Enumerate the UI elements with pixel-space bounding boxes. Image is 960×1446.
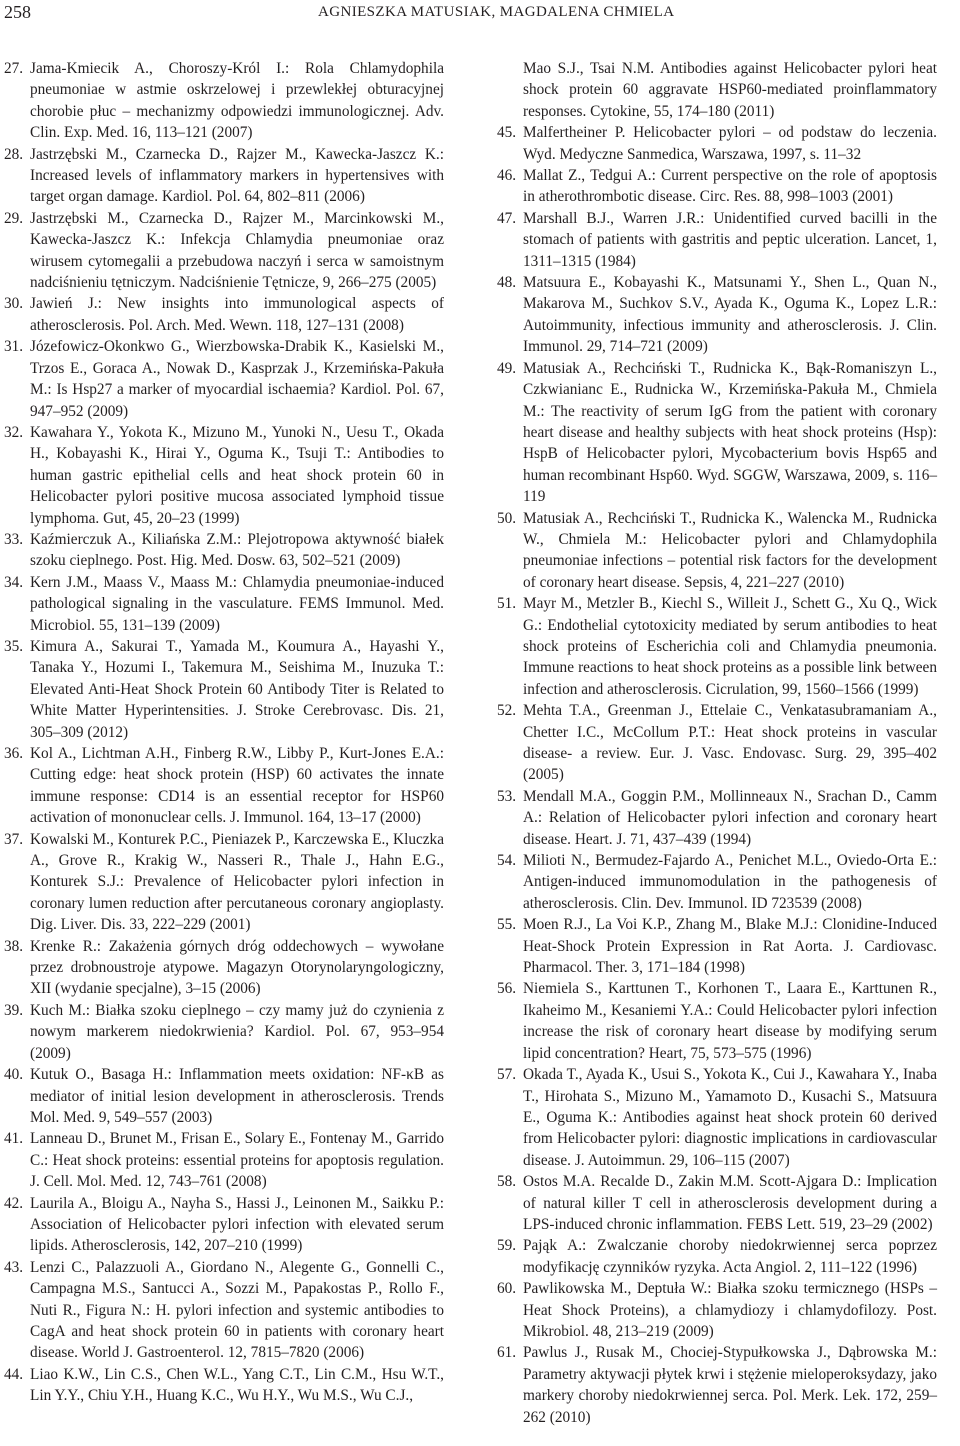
reference-text: Jastrzębski M., Czarnecka D., Rajzer M., Kawecka-Jaszcz K.: Increased levels of inflammatory markers in hypertensives with target organ damage. Kardiol. Pol. 64, 802–811 (2006): [30, 145, 444, 206]
reference-entry: [497, 593, 937, 700]
reference-text: Mallat Z., Tedgui A.: Current perspective on the role of apoptosis in atherothrombotic disease. Circ. Res. 88, 998–1003 (2001): [523, 167, 937, 206]
reference-number: 54.: [497, 852, 517, 870]
reference-entry: [497, 358, 937, 508]
reference-entry: [4, 743, 444, 829]
reference-number: 50.: [497, 509, 517, 527]
reference-entry: [497, 1171, 937, 1235]
reference-entry: [4, 936, 444, 1000]
reference-number: 35.: [4, 637, 24, 655]
reference-entry: [497, 1235, 937, 1278]
reference-entry: [497, 208, 937, 272]
reference-text: Pawlikowska M., Deptuła W.: Białka szoku termicznego (HSPs – Heat Shock Proteins), a chlamydiozy i chlamydofilozy. Post. Mikrobiol. 48, 213–219 (2009): [523, 1280, 937, 1340]
reference-text: Milioti N., Bermudez-Fajardo A., Penichet M.L., Oviedo-Orta E.: Antigen-induced immunomodulation in the pathogenesis of atherosclerosis. Clin. Dev. Immunol. ID 723539 (2008): [523, 852, 937, 912]
reference-number: 56.: [497, 980, 517, 998]
reference-number: 29.: [4, 209, 24, 227]
reference-entry: [4, 293, 444, 336]
reference-number: 43.: [4, 1258, 24, 1276]
reference-entry: [497, 122, 937, 165]
left-column: [4, 58, 444, 1407]
reference-number: 30.: [4, 295, 24, 313]
reference-number: 36.: [4, 745, 24, 762]
reference-number: 33.: [4, 530, 24, 548]
reference-number: 57.: [497, 1066, 517, 1084]
reference-text: Mehta T.A., Greenman J., Ettelaie C., Venkatasubramaniam A., Chetter I.C., McCollum P.T.: Heat shock proteins in vascular disease- a review. Eur. J. Vasc. Endovasc. Surg. 29, 395–402 (2005): [523, 702, 937, 784]
reference-text: Matusiak A., Rechciński T., Rudnicka K., Walencka M., Rudnicka W., Chmiela M.: Helicobacter pylori and Chlamydophila pneumoniae infections – potential risk factors for the development of coronary heart disease. Sepsis, 4, 221–227 (2010): [523, 509, 937, 591]
reference-text: Okada T., Ayada K., Usui S., Yokota K., Cui J., Kawahara Y., Inaba T., Hirohata S., Mizuno M., Yamamoto D., Kusachi S., Matsuura E., Oguma K.: Antibodies against heat shock protein 60 derived from Helicobacter pylori: diagnostic implications in cardiovascular disease. J. Autoimmun. 29, 106–115 (2007): [523, 1066, 937, 1169]
reference-entry: [497, 978, 937, 1064]
reference-number: 49.: [497, 359, 517, 377]
reference-text: Mendall M.A., Goggin P.M., Mollinneaux N., Srachan D., Camm A.: Relation of Helicobacter pylori infection and coronary heart disease. Heart. J. 71, 437–439 (1994): [523, 787, 937, 848]
reference-number: 34.: [4, 573, 24, 591]
reference-text: Józefowicz-Okonkwo G., Wierzbowska-Drabik K., Kasielski M., Trzos E., Goraca A., Nowak D., Kasprzak J., Krzemińska-Pakuła M.: Is Hsp27 a marker of myocardial ischaemia? Kardiol. Pol. 67, 947–952 (2009): [30, 338, 444, 420]
reference-text: Moen R.J., La Voi K.P., Zhang M., Blake M.J.: Clonidine-Induced Heat-Shock Protein Expression in Rat Aorta. J. Cardiovasc. Pharmacol. Ther. 3, 171–184 (1998): [523, 916, 937, 977]
reference-entry: [497, 1278, 937, 1342]
reference-entry: [4, 1064, 444, 1128]
reference-entry: [4, 1193, 444, 1257]
reference-entry: [497, 165, 937, 208]
reference-number: 40.: [4, 1066, 24, 1084]
reference-entry: [4, 58, 444, 144]
reference-text: Jastrzębski M., Czarnecka D., Rajzer M., Marcinkowski M., Kawecka-Jaszcz K.: Infekcja Chlamydia pneumoniae oraz wirusem cytomegalii a przebudowa naczyń i serca w samoistnym nadciśnieniu tętniczym. Nadciśnienie Tętnicze, 9, 266–275 (2005): [30, 209, 444, 292]
reference-text: Kowalski M., Konturek P.C., Pieniazek P., Karczewska E., Kluczka A., Grove R., Krakig W., Nasseri R., Thale J., Hahn E.G., Konturek S.J.: Prevalence of Helicobacter pylori infection in coronary lumen reduction after percutaneous coronary angioplasty. Dig. Liver. Dis. 33, 222–229 (2001): [30, 830, 444, 934]
reference-entry: [4, 1364, 444, 1407]
reference-number: 37.: [4, 830, 24, 848]
reference-text: Kutuk O., Basaga H.: Inflammation meets oxidation: NF-κB as mediator of initial lesion development in atherosclerosis. Trends Mol. Med. 9, 549–557 (2003): [30, 1066, 444, 1126]
reference-entry: [4, 1257, 444, 1364]
reference-text: Lenzi C., Palazzuoli A., Giordano N., Alegente G., Gonnelli C., Campagna M.S., Santucci A., Sozzi M., Papakostas P., Rollo F., Nuti R., Figura N.: H. pylori infection and systemic antibodies to CagA and heat shock protein 60 in patients with coronary heart disease. World J. Gastroenterol. 12, 7815–7820 (2006): [30, 1258, 444, 1362]
reference-entry: [497, 508, 937, 594]
reference-text: Marshall B.J., Warren J.R.: Unidentified curved bacilli in the stomach of patients with gastritis and peptic ulceration. Lancet, 1, 1311–1315 (1984): [523, 209, 937, 270]
reference-text: Matusiak A., Rechciński T., Rudnicka K., Bąk-Romaniszyn L., Czkwianianc E., Rudnicka W., Krzemińska-Pakuła M., Chmiela M.: The reactivity of serum IgG from the patient with coronary heart disease and healthy subjects with heat shock proteins (Hsp): HspB of Helicobacter pylori, Mycobacterium bovis Hsp65 and human recombinant Hsp60. Wyd. SGGW, Warszawa, 2009, s. 116–119: [523, 359, 937, 506]
reference-text: Laurila A., Bloigu A., Nayha S., Hassi J., Leinonen M., Saikku P.: Association of Helicobacter pylori infection with elevated serum lipids. Atherosclerosis, 142, 207–210 (1999): [30, 1194, 444, 1255]
running-head: AGNIESZKA MATUSIAK, MAGDALENA CHMIELA: [318, 4, 675, 20]
reference-number: 39.: [4, 1001, 24, 1019]
reference-number: 58.: [497, 1173, 517, 1191]
page-number: 258: [4, 2, 31, 22]
reference-entry: [497, 1342, 937, 1428]
reference-number: 61.: [497, 1344, 517, 1362]
reference-number: 44.: [4, 1365, 24, 1383]
reference-number: 60.: [497, 1280, 517, 1298]
reference-entry: [4, 422, 444, 529]
reference-entry: [4, 336, 444, 422]
reference-entry: [497, 1064, 937, 1171]
reference-entry: [497, 700, 937, 786]
reference-entry: [497, 850, 937, 914]
reference-text: Pawlus J., Rusak M., Chociej-Stypułkowska J., Dąbrowska M.: Parametry aktywacji płytek krwi i stężenie mieloperoksydazy, jako markery choroby niedokrwiennej serca. Pol. Merk. Lek. 172, 259–262 (2010): [523, 1344, 937, 1426]
reference-number: 46.: [497, 167, 517, 185]
reference-number: 31.: [4, 338, 24, 356]
reference-text: Jawień J.: New insights into immunological aspects of atherosclerosis. Pol. Arch. Med. Wewn. 118, 127–131 (2008): [30, 295, 444, 334]
reference-entry: [497, 914, 937, 978]
reference-number: 28.: [4, 145, 24, 163]
reference-entry: [4, 572, 444, 636]
reference-entry: [4, 208, 444, 294]
reference-continuation: Mao S.J., Tsai N.M. Antibodies against Helicobacter pylori heat shock protein 60 aggravate HSP60-mediated proinflammatory responses. Cytokine, 55, 174–180 (2011): [523, 60, 937, 120]
reference-text: Liao K.W., Lin C.S., Chen W.L., Yang C.T., Lin C.M., Hsu W.T., Lin Y.Y., Chiu Y.H., Huang K.C., Wu H.Y., Wu M.S., Wu C.J.,: [30, 1365, 444, 1405]
reference-entry: [497, 786, 937, 850]
reference-number: 59.: [497, 1237, 517, 1255]
reference-number: 51.: [497, 595, 517, 613]
reference-text: Kawahara Y., Yokota K., Mizuno M., Yunoki N., Uesu T., Okada H., Kobayashi K., Hirai Y., Oguma K., Tsuji T.: Antibodies to human gastric epithelial cells and heat shock protein 60 in Helicobacter pylori positive mucosa associated lymphoid tissue lymphoma. Gut, 45, 20–23 (1999): [30, 423, 444, 527]
reference-number: 42.: [4, 1194, 24, 1212]
reference-number: 55.: [497, 916, 517, 934]
reference-text: Matsuura E., Kobayashi K., Matsunami Y., Shen L., Quan N., Makarova M., Suchkov S.V., Ayada K., Oguma K., Lopez L.R.: Autoimmunity, infectious immunity and atherosclerosis. J. Clin. Immunol. 29, 714–721 (2009): [523, 274, 937, 356]
reference-text: Kol A., Lichtman A.H., Finberg R.W., Libby P., Kurt-Jones E.A.: Cutting edge: heat shock protein (HSP) 60 activates the innate immune response: CD14 is an essential receptor for HSP60 activation of mononuclear cells. J. Immunol. 164, 13–17 (2000): [30, 745, 444, 827]
reference-number: 27.: [4, 60, 24, 77]
reference-number: 53.: [497, 787, 517, 805]
reference-text: Niemiela S., Karttunen T., Korhonen T., Laara E., Karttunen R., Ikaheimo M., Kesaniemi Y.A.: Could Helicobacter pylori infection increase the risk of coronary heart disease by modifying serum lipid concentration? Heart, 75, 573–575 (1996): [523, 980, 937, 1062]
reference-number: 41.: [4, 1130, 24, 1148]
reference-text: Lanneau D., Brunet M., Frisan E., Solary E., Fontenay M., Garrido C.: Heat shock proteins: essential proteins for apoptosis regulation. J. Cell. Mol. Med. 12, 743–761 (2008): [30, 1130, 444, 1191]
reference-text: Jama-Kmiecik A., Choroszy-Król I.: Rola Chlamydophila pneumoniae w astmie oskrzelowej i przewlekłej obturacyjnej chorobie płuc – mechanizmy odpowiedzi immunologicznej. Adv. Clin. Exp. Med. 16, 113–121 (2007): [30, 60, 444, 142]
reference-text: Kaźmierczuk A., Kiliańska Z.M.: Plejotropowa aktywność białek szoku cieplnego. Post. Hig. Med. Dosw. 63, 502–521 (2009): [30, 530, 444, 570]
reference-number: 38.: [4, 937, 24, 955]
reference-entry: [4, 529, 444, 572]
reference-text: Malfertheiner P. Helicobacter pylori – od podstaw do leczenia. Wyd. Medyczne Sanmedica, Warszawa, 1997, s. 11–32: [523, 124, 937, 163]
reference-text: Krenke R.: Zakażenia górnych dróg oddechowych – wywołane przez drobnoustroje atypowe. Magazyn Otorynolaryngologiczny, XII (wydanie specjalne), 3–15 (2006): [30, 937, 444, 998]
reference-entry: [4, 1128, 444, 1192]
reference-number: 32.: [4, 423, 24, 441]
reference-text: Pająk A.: Zwalczanie choroby niedokrwiennej serca poprzez modyfikację czynników ryzyka. Acta Angiol. 2, 111–122 (1996): [523, 1237, 937, 1276]
reference-entry: [4, 829, 444, 936]
reference-text: Kuch M.: Białka szoku cieplnego – czy mamy już do czynienia z nowym markerem niedokrwienia? Kardiol. Pol. 67, 953–954 (2009): [30, 1001, 444, 1062]
page-header: [0, 0, 960, 30]
reference-entry: [4, 1000, 444, 1064]
reference-text: Kimura A., Sakurai T., Yamada M., Koumura A., Hayashi Y., Tanaka Y., Hozumi I., Takemura M., Seishima M., Inuzuka T.: Elevated Anti-Heat Shock Protein 60 Antibody Titer is Related to White Matter Hyperintensities. J. Stroke Cerebrovasc. Dis. 21, 305–309 (2012): [30, 637, 444, 741]
reference-number: 45.: [497, 124, 517, 142]
reference-number: 47.: [497, 209, 517, 227]
reference-text: Kern J.M., Maass V., Maass M.: Chlamydia pneumoniae-induced pathological signaling in the vasculature. FEMS Immunol. Med. Microbiol. 55, 131–139 (2009): [30, 573, 444, 634]
reference-text: Mayr M., Metzler B., Kiechl S., Willeit J., Schett G., Xu Q., Wick G.: Endothelial cytotoxicity mediated by serum antibodies to heat shock proteins of Escherichia coli and Chlamydia pneumonia. Immune reactions to heat shock proteins as a possible link between infection and atherosclerosis. Cicrulation, 99, 1560–1566 (1999): [523, 595, 937, 698]
reference-number: 48.: [497, 274, 517, 292]
reference-entry: [4, 144, 444, 208]
reference-text: Ostos M.A. Recalde D., Zakin M.M. Scott-Ajgara D.: Implication of natural killer T cell in atherosclerosis development during a LPS-induced chronic inflammation. FEBS Lett. 519, 23–29 (2002): [523, 1173, 937, 1233]
reference-entry: [497, 272, 937, 358]
reference-entry: [4, 636, 444, 743]
right-column: [497, 58, 937, 1428]
reference-number: 52.: [497, 702, 517, 720]
